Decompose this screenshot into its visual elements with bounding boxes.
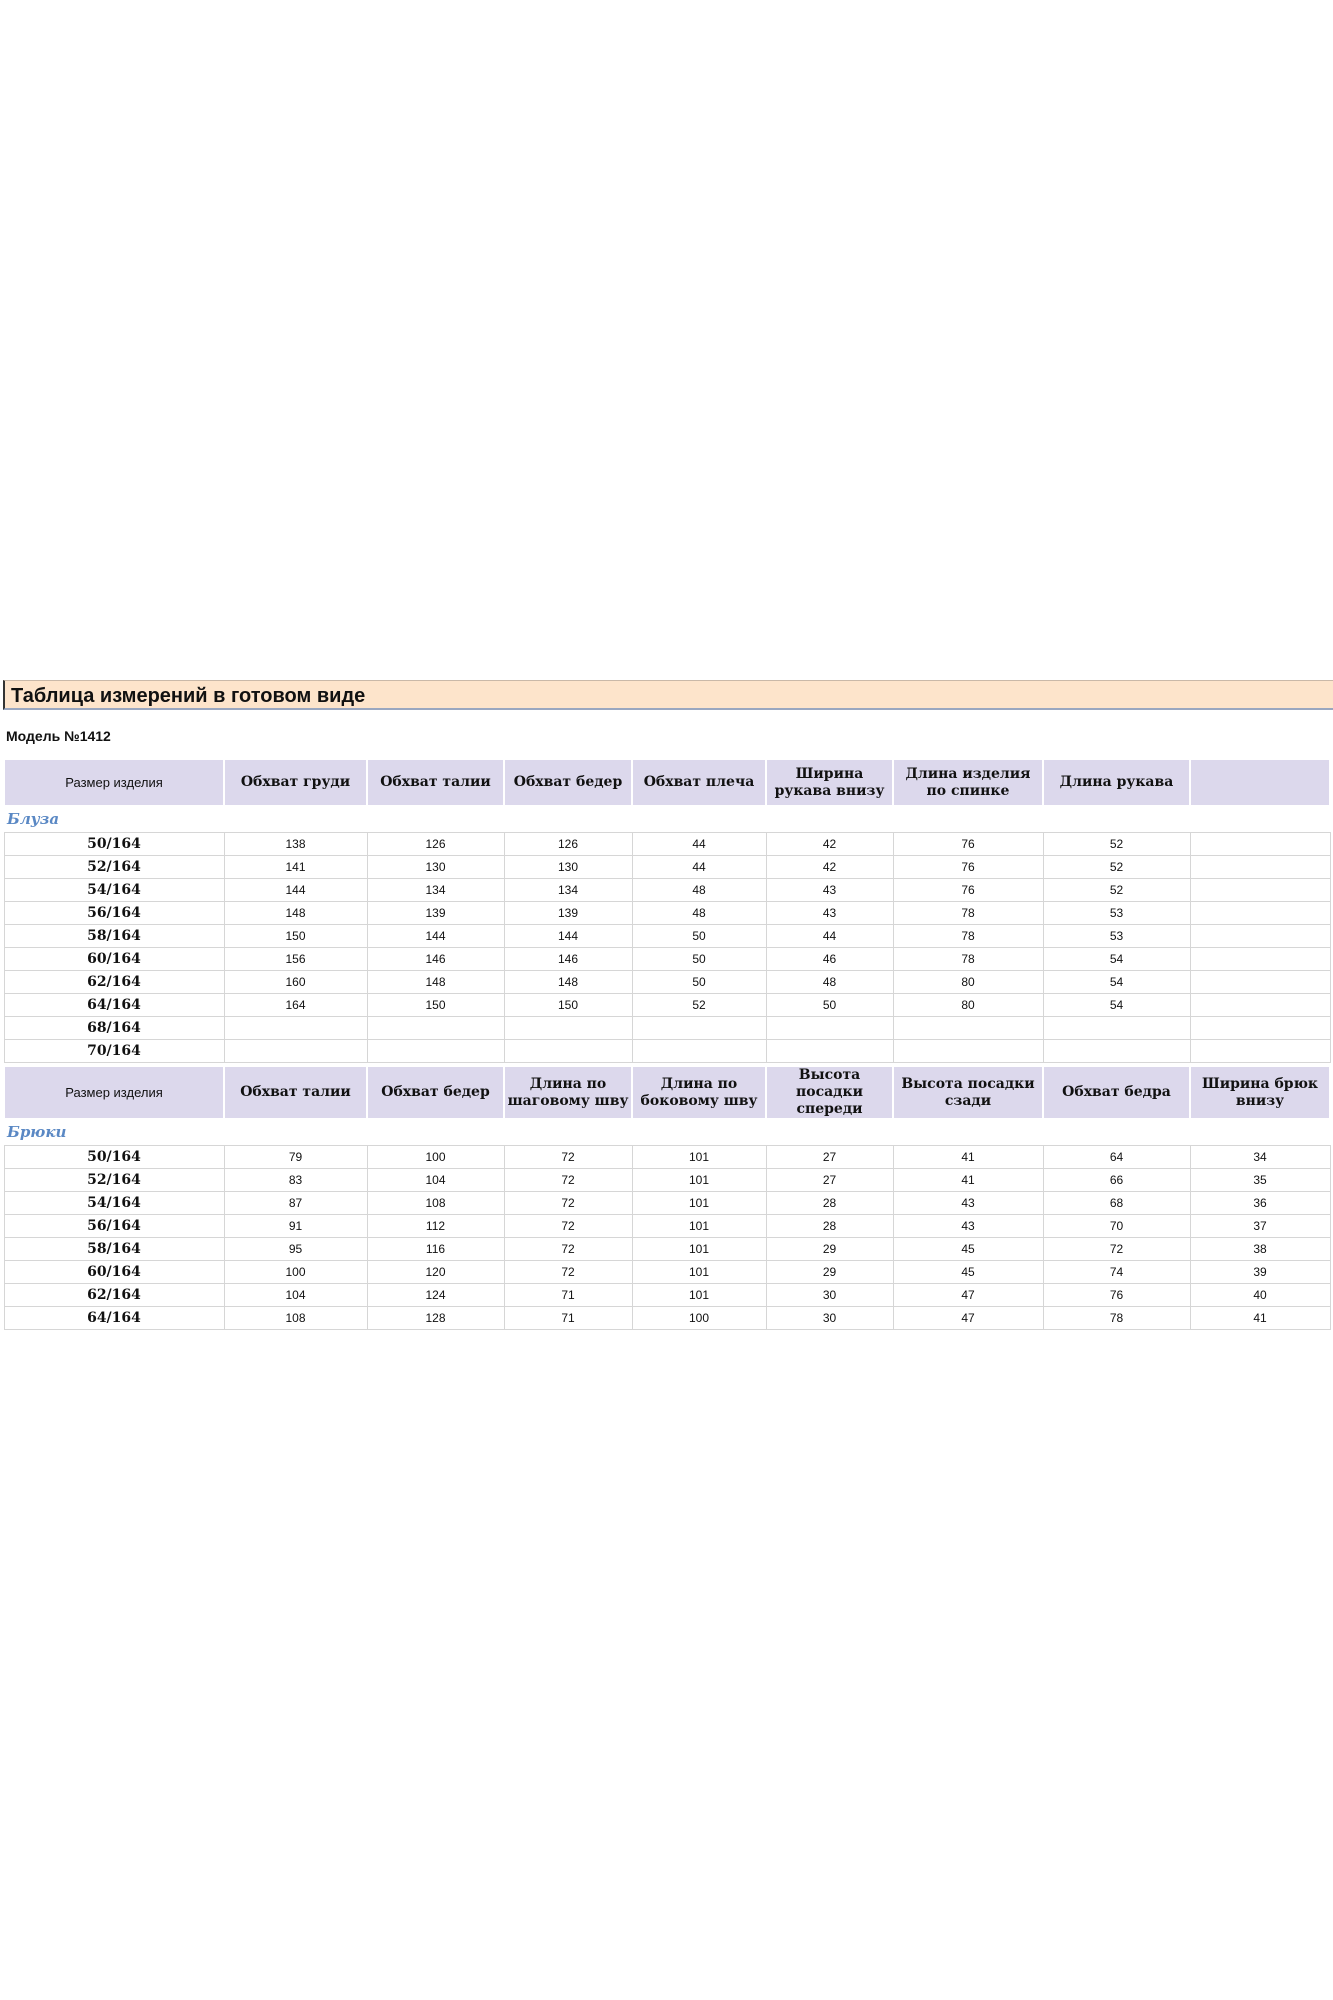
value-cell: 101 bbox=[632, 1261, 766, 1284]
column-header: Ширина рукава внизу bbox=[766, 759, 893, 806]
value-cell bbox=[1190, 902, 1330, 925]
table-row bbox=[4, 1238, 1330, 1261]
value-cell: 27 bbox=[766, 1169, 893, 1192]
value-cell: 29 bbox=[766, 1238, 893, 1261]
value-cell bbox=[504, 1017, 632, 1040]
value-cell bbox=[766, 1017, 893, 1040]
table-row bbox=[4, 1169, 1330, 1192]
size-cell: 68/164 bbox=[4, 1017, 224, 1040]
column-header: Длина изделия по спинке bbox=[893, 759, 1043, 806]
value-cell bbox=[1190, 856, 1330, 879]
value-cell: 30 bbox=[766, 1284, 893, 1307]
value-cell: 72 bbox=[504, 1169, 632, 1192]
value-cell: 78 bbox=[893, 925, 1043, 948]
value-cell bbox=[1190, 1040, 1330, 1063]
value-cell: 100 bbox=[367, 1146, 504, 1169]
value-cell: 150 bbox=[367, 994, 504, 1017]
value-cell: 43 bbox=[893, 1215, 1043, 1238]
value-cell: 76 bbox=[893, 856, 1043, 879]
value-cell: 78 bbox=[893, 902, 1043, 925]
value-cell: 30 bbox=[766, 1307, 893, 1330]
value-cell: 144 bbox=[224, 879, 367, 902]
table-row bbox=[4, 1040, 1330, 1063]
value-cell: 95 bbox=[224, 1238, 367, 1261]
value-cell: 72 bbox=[504, 1261, 632, 1284]
value-cell: 148 bbox=[504, 971, 632, 994]
value-cell: 108 bbox=[367, 1192, 504, 1215]
table-row bbox=[4, 902, 1330, 925]
value-cell: 156 bbox=[224, 948, 367, 971]
value-cell: 53 bbox=[1043, 902, 1190, 925]
value-cell: 124 bbox=[367, 1284, 504, 1307]
value-cell: 71 bbox=[504, 1307, 632, 1330]
column-header bbox=[1190, 759, 1330, 806]
column-header: Обхват талии bbox=[367, 759, 504, 806]
value-cell bbox=[1190, 879, 1330, 902]
size-cell: 52/164 bbox=[4, 1169, 224, 1192]
table-row bbox=[4, 994, 1330, 1017]
value-cell: 101 bbox=[632, 1284, 766, 1307]
column-header: Размер изделия bbox=[4, 1066, 224, 1119]
value-cell: 52 bbox=[1043, 833, 1190, 856]
value-cell: 101 bbox=[632, 1192, 766, 1215]
value-cell: 53 bbox=[1043, 925, 1190, 948]
value-cell: 139 bbox=[504, 902, 632, 925]
size-cell: 58/164 bbox=[4, 925, 224, 948]
table-row bbox=[4, 1146, 1330, 1169]
value-cell: 78 bbox=[893, 948, 1043, 971]
value-cell: 43 bbox=[893, 1192, 1043, 1215]
size-cell: 62/164 bbox=[4, 1284, 224, 1307]
value-cell: 48 bbox=[632, 902, 766, 925]
value-cell: 48 bbox=[766, 971, 893, 994]
value-cell bbox=[1190, 971, 1330, 994]
value-cell: 54 bbox=[1043, 994, 1190, 1017]
trousers-table bbox=[3, 1065, 1331, 1330]
value-cell: 108 bbox=[224, 1307, 367, 1330]
value-cell bbox=[1190, 1017, 1330, 1040]
table-row bbox=[4, 879, 1330, 902]
section-cell bbox=[4, 806, 1330, 833]
header-row bbox=[4, 1066, 1330, 1119]
value-cell: 47 bbox=[893, 1284, 1043, 1307]
value-cell: 41 bbox=[893, 1169, 1043, 1192]
value-cell: 79 bbox=[224, 1146, 367, 1169]
value-cell: 54 bbox=[1043, 948, 1190, 971]
value-cell: 41 bbox=[893, 1146, 1043, 1169]
value-cell: 139 bbox=[367, 902, 504, 925]
value-cell: 66 bbox=[1043, 1169, 1190, 1192]
value-cell: 47 bbox=[893, 1307, 1043, 1330]
size-cell: 54/164 bbox=[4, 1192, 224, 1215]
value-cell: 50 bbox=[766, 994, 893, 1017]
size-cell: 60/164 bbox=[4, 948, 224, 971]
value-cell: 78 bbox=[1043, 1307, 1190, 1330]
value-cell bbox=[1190, 833, 1330, 856]
value-cell: 104 bbox=[224, 1284, 367, 1307]
value-cell: 52 bbox=[1043, 879, 1190, 902]
value-cell: 74 bbox=[1043, 1261, 1190, 1284]
column-header: Ширина брюк внизу bbox=[1190, 1066, 1330, 1119]
value-cell: 50 bbox=[632, 948, 766, 971]
value-cell: 71 bbox=[504, 1284, 632, 1307]
column-header: Высота посадки спереди bbox=[766, 1066, 893, 1119]
table-row bbox=[4, 1017, 1330, 1040]
value-cell: 130 bbox=[367, 856, 504, 879]
column-header: Длина по боковому шву bbox=[632, 1066, 766, 1119]
value-cell: 130 bbox=[504, 856, 632, 879]
value-cell: 27 bbox=[766, 1146, 893, 1169]
value-cell bbox=[224, 1017, 367, 1040]
table-row bbox=[4, 833, 1330, 856]
value-cell bbox=[367, 1017, 504, 1040]
size-cell: 54/164 bbox=[4, 879, 224, 902]
model-label: Модель №1412 bbox=[6, 728, 111, 744]
value-cell: 148 bbox=[367, 971, 504, 994]
value-cell: 45 bbox=[893, 1238, 1043, 1261]
value-cell: 38 bbox=[1190, 1238, 1330, 1261]
value-cell bbox=[1190, 925, 1330, 948]
size-cell: 62/164 bbox=[4, 971, 224, 994]
value-cell bbox=[632, 1040, 766, 1063]
value-cell: 72 bbox=[504, 1192, 632, 1215]
column-header: Обхват бедер bbox=[504, 759, 632, 806]
value-cell bbox=[766, 1040, 893, 1063]
column-header: Обхват бедра bbox=[1043, 1066, 1190, 1119]
value-cell: 101 bbox=[632, 1215, 766, 1238]
value-cell: 43 bbox=[766, 879, 893, 902]
value-cell: 72 bbox=[1043, 1238, 1190, 1261]
table-row bbox=[4, 1192, 1330, 1215]
value-cell: 50 bbox=[632, 971, 766, 994]
value-cell: 54 bbox=[1043, 971, 1190, 994]
value-cell bbox=[893, 1040, 1043, 1063]
value-cell: 76 bbox=[893, 833, 1043, 856]
value-cell: 48 bbox=[632, 879, 766, 902]
column-header: Размер изделия bbox=[4, 759, 224, 806]
value-cell bbox=[224, 1040, 367, 1063]
value-cell: 100 bbox=[632, 1307, 766, 1330]
value-cell: 101 bbox=[632, 1169, 766, 1192]
value-cell: 68 bbox=[1043, 1192, 1190, 1215]
value-cell: 144 bbox=[504, 925, 632, 948]
value-cell: 28 bbox=[766, 1215, 893, 1238]
table-row bbox=[4, 1284, 1330, 1307]
value-cell: 87 bbox=[224, 1192, 367, 1215]
value-cell: 76 bbox=[1043, 1284, 1190, 1307]
table-row bbox=[4, 948, 1330, 971]
value-cell: 144 bbox=[367, 925, 504, 948]
value-cell: 83 bbox=[224, 1169, 367, 1192]
value-cell: 70 bbox=[1043, 1215, 1190, 1238]
value-cell: 34 bbox=[1190, 1146, 1330, 1169]
value-cell: 150 bbox=[504, 994, 632, 1017]
size-cell: 50/164 bbox=[4, 1146, 224, 1169]
value-cell: 39 bbox=[1190, 1261, 1330, 1284]
value-cell: 28 bbox=[766, 1192, 893, 1215]
table-row bbox=[4, 856, 1330, 879]
value-cell bbox=[1043, 1040, 1190, 1063]
size-cell: 56/164 bbox=[4, 1215, 224, 1238]
blouse-table bbox=[3, 758, 1331, 1063]
value-cell: 141 bbox=[224, 856, 367, 879]
value-cell: 146 bbox=[504, 948, 632, 971]
value-cell: 100 bbox=[224, 1261, 367, 1284]
value-cell: 120 bbox=[367, 1261, 504, 1284]
value-cell bbox=[1190, 948, 1330, 971]
size-cell: 70/164 bbox=[4, 1040, 224, 1063]
size-cell: 56/164 bbox=[4, 902, 224, 925]
value-cell: 44 bbox=[632, 856, 766, 879]
value-cell bbox=[632, 1017, 766, 1040]
value-cell: 44 bbox=[632, 833, 766, 856]
value-cell: 112 bbox=[367, 1215, 504, 1238]
value-cell: 36 bbox=[1190, 1192, 1330, 1215]
page-title: Таблица измерений в готовом виде bbox=[11, 685, 366, 707]
table-row bbox=[4, 971, 1330, 994]
value-cell bbox=[1043, 1017, 1190, 1040]
value-cell: 134 bbox=[367, 879, 504, 902]
value-cell: 80 bbox=[893, 994, 1043, 1017]
value-cell: 50 bbox=[632, 925, 766, 948]
value-cell: 150 bbox=[224, 925, 367, 948]
value-cell: 126 bbox=[504, 833, 632, 856]
value-cell: 101 bbox=[632, 1238, 766, 1261]
section-cell bbox=[4, 1119, 1330, 1146]
value-cell: 116 bbox=[367, 1238, 504, 1261]
value-cell: 101 bbox=[632, 1146, 766, 1169]
section-row bbox=[4, 806, 1330, 833]
size-cell: 64/164 bbox=[4, 1307, 224, 1330]
table-row bbox=[4, 1261, 1330, 1284]
value-cell: 160 bbox=[224, 971, 367, 994]
value-cell: 126 bbox=[367, 833, 504, 856]
column-header: Высота посадки сзади bbox=[893, 1066, 1043, 1119]
size-cell: 60/164 bbox=[4, 1261, 224, 1284]
value-cell: 80 bbox=[893, 971, 1043, 994]
value-cell bbox=[504, 1040, 632, 1063]
value-cell: 146 bbox=[367, 948, 504, 971]
column-header: Обхват бедер bbox=[367, 1066, 504, 1119]
value-cell: 52 bbox=[632, 994, 766, 1017]
value-cell: 128 bbox=[367, 1307, 504, 1330]
table-row bbox=[4, 1307, 1330, 1330]
value-cell: 52 bbox=[1043, 856, 1190, 879]
value-cell: 37 bbox=[1190, 1215, 1330, 1238]
header-row bbox=[4, 759, 1330, 806]
size-cell: 64/164 bbox=[4, 994, 224, 1017]
value-cell: 148 bbox=[224, 902, 367, 925]
title-bar bbox=[3, 680, 1333, 710]
value-cell: 104 bbox=[367, 1169, 504, 1192]
value-cell: 72 bbox=[504, 1215, 632, 1238]
value-cell: 42 bbox=[766, 833, 893, 856]
section-row bbox=[4, 1119, 1330, 1146]
size-cell: 50/164 bbox=[4, 833, 224, 856]
column-header: Обхват плеча bbox=[632, 759, 766, 806]
value-cell: 138 bbox=[224, 833, 367, 856]
value-cell: 164 bbox=[224, 994, 367, 1017]
column-header: Длина по шаговому шву bbox=[504, 1066, 632, 1119]
table-row bbox=[4, 925, 1330, 948]
column-header: Обхват груди bbox=[224, 759, 367, 806]
size-cell: 58/164 bbox=[4, 1238, 224, 1261]
value-cell: 43 bbox=[766, 902, 893, 925]
value-cell: 72 bbox=[504, 1146, 632, 1169]
value-cell: 64 bbox=[1043, 1146, 1190, 1169]
column-header: Длина рукава bbox=[1043, 759, 1190, 806]
value-cell bbox=[893, 1017, 1043, 1040]
value-cell: 134 bbox=[504, 879, 632, 902]
value-cell: 35 bbox=[1190, 1169, 1330, 1192]
value-cell: 46 bbox=[766, 948, 893, 971]
value-cell bbox=[367, 1040, 504, 1063]
value-cell: 29 bbox=[766, 1261, 893, 1284]
size-cell: 52/164 bbox=[4, 856, 224, 879]
section-label: Брюки bbox=[7, 1123, 67, 1141]
value-cell bbox=[1190, 994, 1330, 1017]
column-header: Обхват талии bbox=[224, 1066, 367, 1119]
value-cell: 72 bbox=[504, 1238, 632, 1261]
section-label: Блуза bbox=[7, 810, 60, 828]
value-cell: 41 bbox=[1190, 1307, 1330, 1330]
value-cell: 40 bbox=[1190, 1284, 1330, 1307]
value-cell: 44 bbox=[766, 925, 893, 948]
value-cell: 42 bbox=[766, 856, 893, 879]
value-cell: 76 bbox=[893, 879, 1043, 902]
table-row bbox=[4, 1215, 1330, 1238]
value-cell: 45 bbox=[893, 1261, 1043, 1284]
value-cell: 91 bbox=[224, 1215, 367, 1238]
